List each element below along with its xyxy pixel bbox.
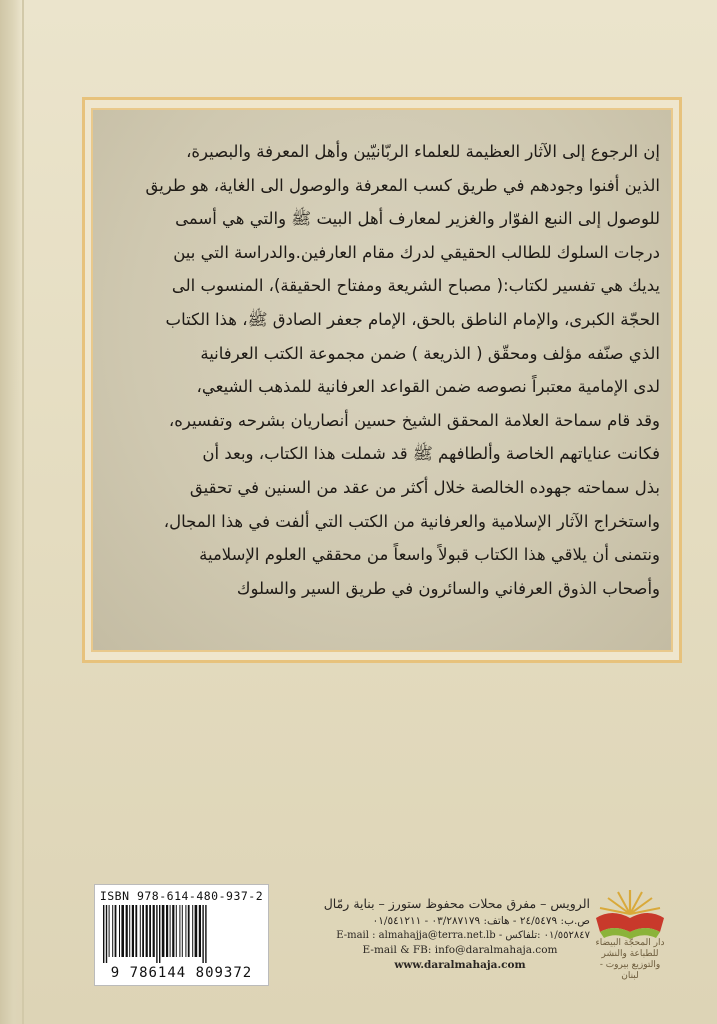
blurb-line: فكانت عناياتهم الخاصة وألطافهم ﷺ قد شملت هذا الكتاب، وبعد أن: [202, 444, 660, 464]
barcode-bar: [140, 905, 141, 957]
logo-name: دار المحجّة البيضاء: [595, 938, 665, 948]
barcode-bar: [132, 905, 134, 957]
ean13-barcode-icon: [103, 905, 260, 963]
blurb-line: الحجّة الكبرى، والإمام الناطق بالحق، الإمام جعفر الصادق ﷺ، هذا الكتاب: [165, 309, 660, 329]
blurb-line: وقد قام سماحة العلامة المحقق الشيخ حسين أنصاريان بشرحه وتفسيره،: [168, 410, 660, 430]
blurb-line: وأصحاب الذوق العرفاني والسائرون في طريق السير والسلوك: [236, 578, 660, 598]
barcode-bar: [172, 905, 174, 957]
blurb-line: درجات السلوك للطالب الحقيقي لدرك مقام العارفين.والدراسة التي بين: [173, 242, 660, 262]
barcode-bar: [162, 905, 165, 957]
barcode-bar: [159, 905, 160, 963]
isbn-label: ISBN 978-614-480-937-2: [99, 889, 264, 903]
barcode-bar: [106, 905, 107, 963]
barcode-bar: [112, 905, 113, 957]
barcode-bar: [109, 905, 110, 957]
barcode-bar: [179, 905, 180, 957]
barcode-bar: [142, 905, 144, 957]
logo-book-red: [596, 913, 664, 932]
barcode-bar: [135, 905, 137, 957]
barcode-bar: [103, 905, 104, 963]
spine-shadow: [0, 0, 22, 1024]
barcode-bar: [149, 905, 151, 957]
barcode-bar: [188, 905, 190, 957]
blurb-line: الذين أفنوا وجودهم في طريق كسب المعرفة والوصول الى الغاية، هو طريق: [145, 175, 660, 195]
barcode-bar: [146, 905, 148, 957]
barcode-bar: [202, 905, 203, 963]
barcode-bar: [121, 905, 124, 957]
publisher-email-fb: E-mail & FB: info@daralmahaja.com: [362, 944, 558, 956]
barcode-bar: [119, 905, 120, 957]
barcode-bar: [126, 905, 128, 957]
barcode-bar: [192, 905, 193, 957]
barcode-bar: [176, 905, 177, 957]
publisher-fax-email: E-mail : almahajja@terra.net.lb - ٠١/٥٥٢٨٤٧ :تلفاكس: [336, 930, 590, 941]
barcode-bar: [195, 905, 198, 957]
barcode-bar: [166, 905, 168, 957]
barcode-bar: [153, 905, 155, 957]
barcode-bar: [129, 905, 130, 957]
publisher-info: [323, 896, 590, 971]
barcode-bar: [156, 905, 157, 963]
isbn-barcode: [94, 884, 269, 986]
barcode-bar: [185, 905, 186, 957]
blurb-line: لدى الإمامية معتبراً نصوصه ضمن القواعد العرفانية للمذهب الشيعي،: [196, 377, 660, 397]
blurb-line: يديك هي تفسير لكتاب:( مصباح الشريعة ومفتاح الحقيقة)، المنسوب الى: [171, 276, 660, 296]
spine-crease: [22, 0, 24, 1024]
barcode-bar: [170, 905, 171, 957]
barcode-bar: [205, 905, 206, 963]
publisher-logo-text: [590, 938, 670, 982]
back-cover-blurb: [100, 135, 660, 605]
blurb-line: للوصول إلى النبع الفوّار والغزير لمعارف أهل البيت ﷺ والتي هي أسمى: [175, 209, 660, 229]
barcode-digits: 9 786144 809372: [110, 965, 253, 981]
blurb-line: ونتمنى أن يلاقي هذا الكتاب قبولاً واسعاً من محققي العلوم الإسلامية: [199, 545, 660, 565]
publisher-address: الرويس – مفرق محلات محفوظ ستورز – بناية رمّال: [323, 896, 590, 911]
barcode-bar: [115, 905, 117, 957]
blurb-line: بذل سماحته جهوده الخالصة خلال أكثر من عقد من السنين في تحقيق: [189, 477, 660, 497]
blurb-line: واستخراج الآثار الإسلامية والعرفانية من الكتب التي ألفت في هذا المجال،: [163, 511, 660, 531]
logo-sun-rays: [600, 890, 660, 914]
barcode-bar: [199, 905, 201, 957]
blurb-line: الذي صنّفه مؤلف ومحقّق ( الذريعة ) ضمن مجموعة الكتب العرفانية: [200, 343, 660, 363]
publisher-phone: ص.ب: ٢٤/٥٤٧٩ - هاتف: ٠٣/٢٨٧١٧٩ - ٠١/٥٤١٢١١: [372, 915, 590, 927]
barcode-bar: [182, 905, 183, 957]
logo-subtitle: للطباعة والنشر والتوزيع بيروت - لبنان: [599, 949, 661, 981]
publisher-website: www.daralmahaja.com: [394, 959, 526, 971]
blurb-line: إن الرجوع إلى الآثار العظيمة للعلماء الربّانيّين وأهل المعرفة والبصيرة،: [186, 142, 660, 161]
